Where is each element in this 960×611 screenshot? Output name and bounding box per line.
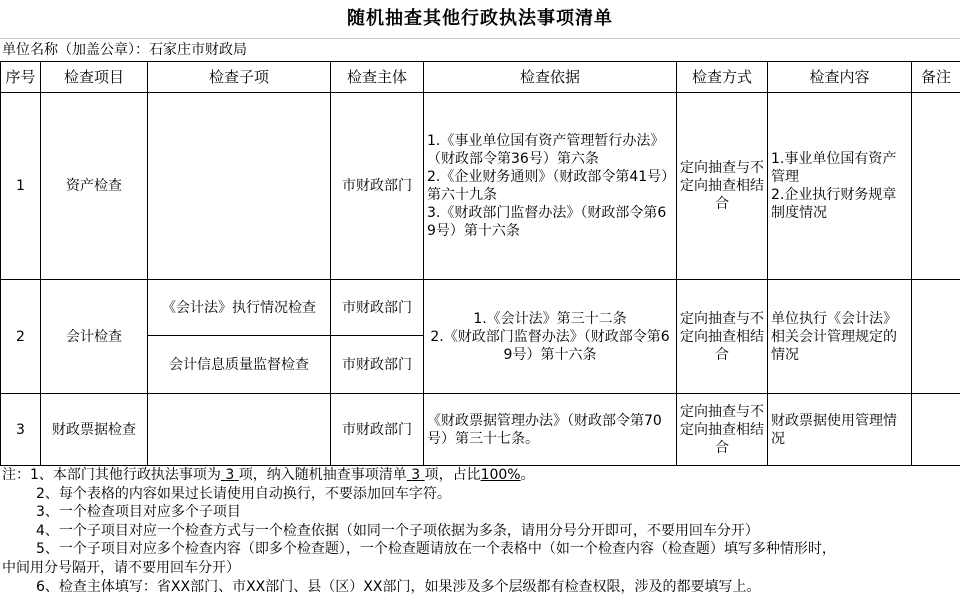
basis-text bbox=[427, 132, 673, 240]
header-method: 检查方式 bbox=[677, 62, 768, 93]
cell-subject: 市财政部门 bbox=[331, 394, 424, 466]
table-row bbox=[1, 394, 960, 466]
text-line: 1.事业单位国有资产管理 bbox=[771, 151, 897, 185]
cell-item: 财政票据检查 bbox=[41, 394, 148, 466]
text-line: 2.企业执行财务规章制度情况 bbox=[771, 187, 897, 221]
cell-method: 定向抽查与不定向抽查相结合 bbox=[677, 280, 768, 394]
cell-item: 会计检查 bbox=[41, 280, 148, 394]
text-line: 1.《会计法》第三十二条 bbox=[473, 310, 627, 327]
table-row bbox=[1, 93, 960, 280]
cell-no: 3 bbox=[1, 394, 41, 466]
cell-no: 1 bbox=[1, 93, 41, 280]
header-item: 检查项目 bbox=[41, 62, 148, 93]
header-remark: 备注 bbox=[912, 62, 960, 93]
cell-no: 2 bbox=[1, 280, 41, 394]
page-title: 随机抽查其他行政执法事项清单 bbox=[347, 8, 613, 29]
text-line: 3.《财政部门监督办法》（财政部令第69号）第十六条 bbox=[427, 205, 667, 239]
cell-subitem bbox=[148, 93, 331, 280]
notes-section bbox=[0, 466, 960, 596]
cell-content: 财政票据使用管理情况 bbox=[768, 394, 912, 466]
cell-subject: 市财政部门 bbox=[331, 280, 424, 336]
cell-remark bbox=[912, 280, 960, 394]
text-line: 2.《财政部门监督办法》（财政部令第69号）第十六条 bbox=[430, 328, 670, 363]
cell-method: 定向抽查与不定向抽查相结合 bbox=[677, 394, 768, 466]
cell-subject: 市财政部门 bbox=[331, 336, 424, 394]
basis-text bbox=[427, 310, 673, 364]
header-subitem: 检查子项 bbox=[148, 62, 331, 93]
cell-subitem: 会计信息质量监督检查 bbox=[148, 336, 331, 394]
note-4: 4、一个子项目对应一个检查方式与一个检查依据（如同一个子项依据为多条，请用分号分开即可，不要用回车分开） bbox=[36, 522, 759, 539]
cell-content: 单位执行《会计法》相关会计管理规定的情况 bbox=[768, 280, 912, 394]
cell-basis bbox=[424, 280, 677, 394]
unit-name: 单位名称（加盖公章）：石家庄市财政局 bbox=[0, 38, 960, 61]
cell-content bbox=[768, 93, 912, 280]
note-3: 3、一个检查项目对应多个子项目 bbox=[36, 504, 241, 521]
note-2: 2、每个表格的内容如果过长请使用自动换行，不要添加回车字符。 bbox=[36, 485, 451, 502]
matters-table bbox=[0, 61, 960, 466]
note-percent: 100% bbox=[480, 467, 521, 483]
header-subject: 检查主体 bbox=[331, 62, 424, 93]
header-basis: 检查依据 bbox=[424, 62, 677, 93]
note-5-cont: 中间用分号隔开，请不要用回车分开） bbox=[2, 559, 240, 576]
cell-remark bbox=[912, 394, 960, 466]
table-header-row bbox=[1, 62, 960, 93]
note-count-total: 3 bbox=[225, 467, 235, 483]
header-no: 序号 bbox=[1, 62, 41, 93]
header-content: 检查内容 bbox=[768, 62, 912, 93]
cell-basis bbox=[424, 93, 677, 280]
note-5: 5、一个子项目对应多个检查内容（即多个检查题），一个检查题请放在一个表格中（如一个检查内容（检查题）填写多种情形时， bbox=[36, 541, 836, 558]
cell-subject: 市财政部门 bbox=[331, 93, 424, 280]
cell-subitem: 《会计法》执行情况检查 bbox=[148, 280, 331, 336]
text-line: 1.《事业单位国有资产管理暂行办法》（财政部令第36号）第六条 bbox=[427, 133, 665, 167]
cell-item: 资产检查 bbox=[41, 93, 148, 280]
content-text bbox=[771, 150, 908, 222]
cell-basis: 《财政票据管理办法》（财政部令第70号）第三十七条。 bbox=[424, 394, 677, 466]
cell-method: 定向抽查与不定向抽查相结合 bbox=[677, 93, 768, 280]
table-row bbox=[1, 280, 960, 336]
note-1: 注：1、本部门其他行政执法事项为 3 项，纳入随机抽查事项清单 3 项，占比100%。 bbox=[2, 467, 535, 483]
note-count-random: 3 bbox=[411, 467, 421, 483]
note-6: 6、检查主体填写：省XX部门、市XX部门、县（区）XX部门，如果涉及多个层级都有检查权限，涉及的都要填写上。 bbox=[36, 578, 761, 595]
text-line: 2.《企业财务通则》（财政部令第41号）第六十九条 bbox=[427, 169, 669, 203]
cell-subitem bbox=[148, 394, 331, 466]
cell-remark bbox=[912, 93, 960, 280]
